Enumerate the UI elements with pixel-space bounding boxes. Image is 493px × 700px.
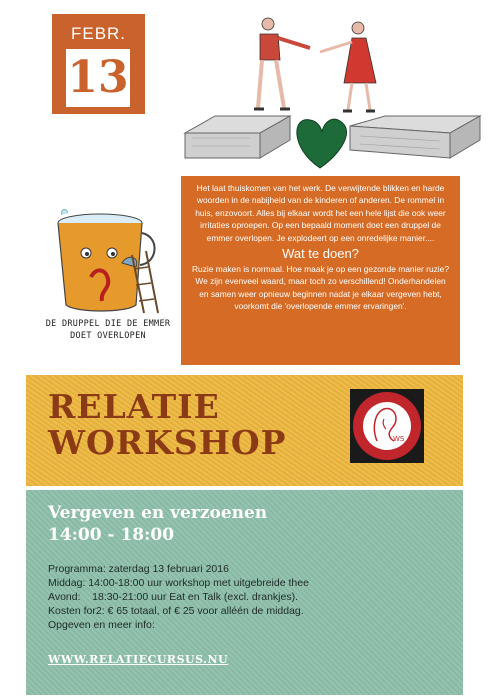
story-paragraph-1: Het laat thuiskomen van het werk. De verwijtende blikken en harde woorden in de nabijheid van de kinderen of anderen. De rommel in huis, enzovoort. Alles bij elkaar wordt het een hele lijst die ook weer irritaties oproepen. Op een bepaald moment doet een druppel de emmer overlopen. Je explodeert op een onredelijke manier.... xyxy=(195,183,446,243)
logo-text: WS xyxy=(393,435,405,443)
couple-heart-illustration xyxy=(180,8,490,170)
workshop-subtitle: Vergeven en verzoenen xyxy=(48,503,268,523)
workshop-logo-icon xyxy=(350,389,424,463)
title-line-1: RELATIE xyxy=(48,387,220,426)
story-box xyxy=(181,176,460,365)
website-link[interactable]: WWW.RELATIECURSUS.NU xyxy=(48,653,229,666)
workshop-time: 14:00 - 18:00 xyxy=(48,525,175,545)
date-badge xyxy=(52,14,145,114)
story-paragraph-2: Ruzie maken is normaal. Hoe maak je op een gezonde manier ruzie? We zijn evenveel waard, maar toch zo verschillend! Onderhandelen en samen weer opnieuw beginnen nadat je elkaar vergeven hebt, voorkomt die 'overlopende emmer ervaringen'. xyxy=(192,264,449,312)
date-day: 13 xyxy=(67,52,129,103)
bucket-caption-line2: DOET OVERLOPEN xyxy=(70,331,146,341)
date-month: FEBR. xyxy=(70,24,127,43)
info-line-signup: Opgeven en meer info: xyxy=(48,619,155,631)
info-line-evening: Avond: 18:30-21:00 uur Eat en Talk (excl. drankjes). xyxy=(48,591,299,603)
bucket-caption-line1: DE DRUPPEL DIE DE EMMER xyxy=(45,319,171,329)
info-line-costs: Kosten for2: € 65 totaal, of € 25 voor alléén de middag. xyxy=(48,605,304,617)
info-line-program: Programma: zaterdag 13 februari 2016 xyxy=(48,563,229,575)
title-band xyxy=(26,375,463,486)
title-line-2: WORKSHOP xyxy=(48,423,287,462)
bucket-caption xyxy=(28,318,188,342)
date-day-box xyxy=(66,49,130,107)
info-panel xyxy=(26,490,463,695)
info-line-afternoon: Middag: 14:00-18:00 uur workshop met uitgebreide thee xyxy=(48,577,309,589)
story-heading: Wat te doen? xyxy=(282,246,359,262)
